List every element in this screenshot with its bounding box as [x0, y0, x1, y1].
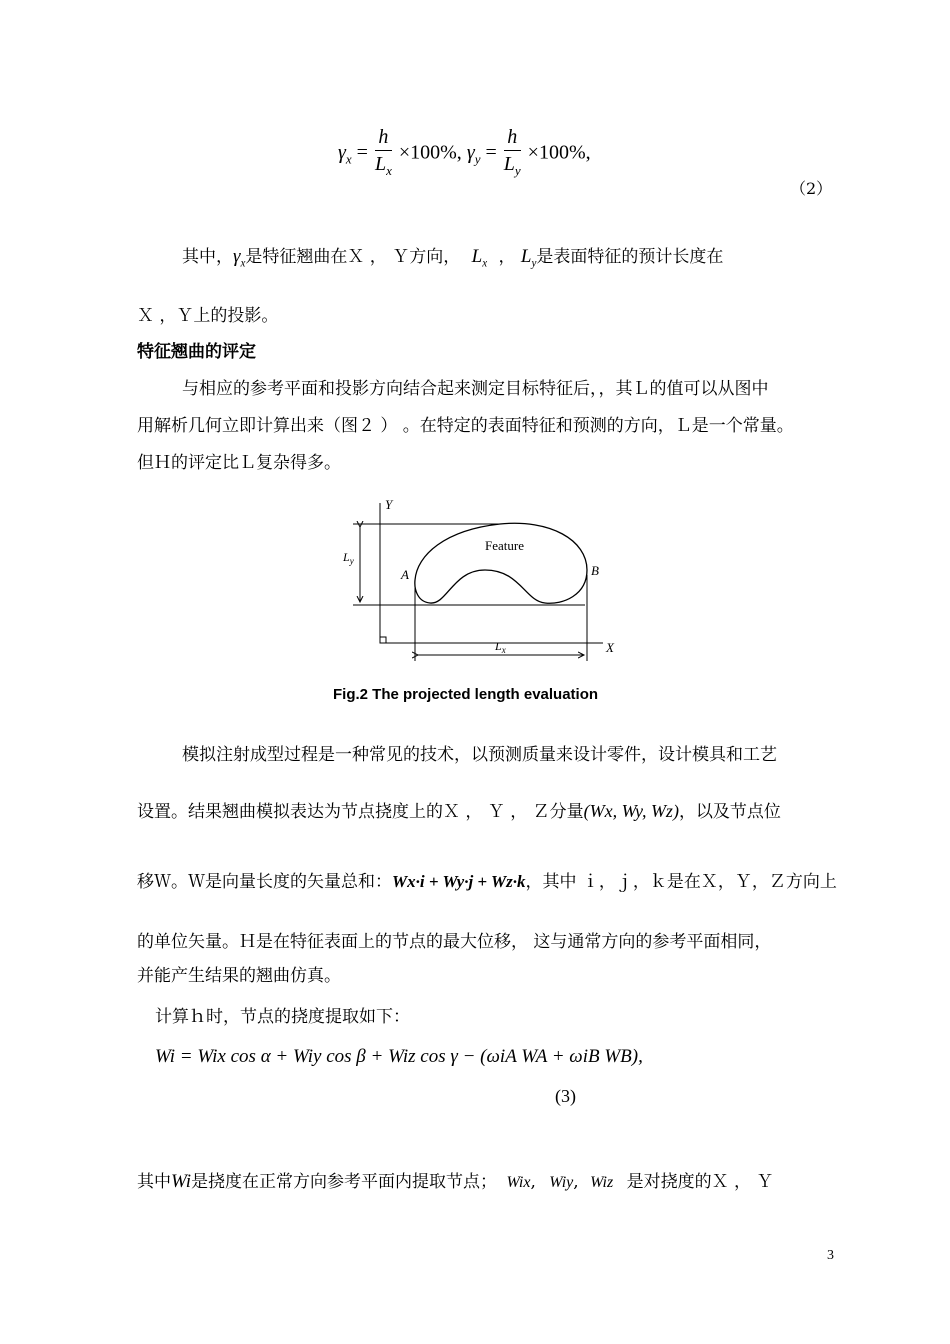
paragraph-3-line-4: 的单位矢量。Ｈ是在特征表面上的节点的最大位移， 这与通常方向的参考平面相同， [137, 932, 772, 952]
gamma-y-subscript: y [474, 151, 481, 167]
equals-sign-2: = [485, 141, 497, 164]
paragraph-2-line-1: 与相应的参考平面和投影方向结合起来测定目标特征后，，其Ｌ的值可以从图中 [182, 379, 769, 399]
lx-label: $L_x$ [495, 639, 506, 655]
ly-label: $L_y$ [343, 550, 354, 566]
w-components-formula: (Wx, Wy, Wz) [583, 801, 679, 821]
paragraph-3-line-1: 模拟注射成型过程是一种常见的技术，以预测质量来设计零件，设计模具和工艺 [182, 745, 777, 765]
equation-2-number: （2） [790, 179, 833, 198]
times-percent-x: ×100%, [398, 141, 462, 164]
paragraph-1-line-2: Ｘ ，Ｙ上的投影。 [137, 306, 279, 326]
figure-projected-length [335, 495, 635, 670]
point-b-label: B [591, 563, 599, 578]
fraction-h-over-ly [504, 124, 521, 184]
gamma-x-subscript: x [345, 151, 352, 167]
denominator-ly: $L_y$ [503, 153, 521, 178]
page-number: 3 [827, 1248, 834, 1263]
equation-3: Wi = Wix cos α + Wiy cos β + Wiz cos γ − (ωiA WA + ωiB WB), [155, 1046, 643, 1067]
paragraph-2-line-2: 用解析几何立即计算出来（图２ ） 。在特定的表面特征和预测的方向，Ｌ是一个常量。 [137, 416, 794, 436]
figure-caption: Fig.2 The projected length evaluation [333, 686, 599, 703]
denominator-lx: $L_x$ [374, 153, 392, 178]
equation-2 [338, 124, 591, 184]
equals-sign: = [356, 141, 368, 164]
times-percent-y: ×100%, [527, 141, 591, 164]
equation-3-number: (3) [555, 1086, 576, 1106]
paragraph-3-line-2: 设置。结果翘曲模拟表达为节点挠度上的Ｘ ， Ｙ ， Ｚ分量(Wx, Wy, Wz)，以及节点位 [137, 801, 781, 822]
paragraph-1-line-1: 其中，$\gamma_x$是特征翘曲在Ｘ ， Ｙ方向， $L_x$ ， $L_y$是表面特征的预计长度在 [182, 246, 724, 270]
vector-sum-formula: Wx·i + Wy·j + Wz·k [392, 872, 526, 891]
point-a-label: A [401, 567, 409, 582]
y-axis-label: Y [385, 497, 393, 512]
gamma-x-symbol: γ [338, 141, 346, 164]
feature-label: Feature [485, 538, 524, 553]
x-axis-label: X [606, 640, 614, 655]
gamma-y-symbol: γ [466, 141, 475, 164]
paragraph-2-line-3: 但Ｈ的评定比Ｌ复杂得多。 [137, 453, 341, 473]
paragraph-3-line-5: 并能产生结果的翘曲仿真。 [137, 966, 341, 986]
feature-outline [415, 523, 587, 603]
paragraph-5: 其中Wi是挠度在正常方向参考平面内提取节点； Wix, Wiy, Wiz 是对挠度的Ｘ ， Ｙ [137, 1171, 774, 1192]
paragraph-3-line-3: 移Ｗ。Ｗ是向量长度的矢量总和：Wx·i + Wy·j + Wz·k，其中 ｉ，ｊ，ｋ是在Ｘ，Ｙ，Ｚ方向上 [137, 872, 837, 892]
paragraph-4: 计算ｈ时，节点的挠度提取如下： [155, 1007, 410, 1027]
numerator-h-2: h [504, 124, 521, 151]
origin-marker [380, 637, 386, 643]
numerator-h: h [375, 124, 392, 151]
fraction-h-over-lx [375, 124, 392, 184]
section-heading: 特征翘曲的评定 [137, 342, 256, 362]
